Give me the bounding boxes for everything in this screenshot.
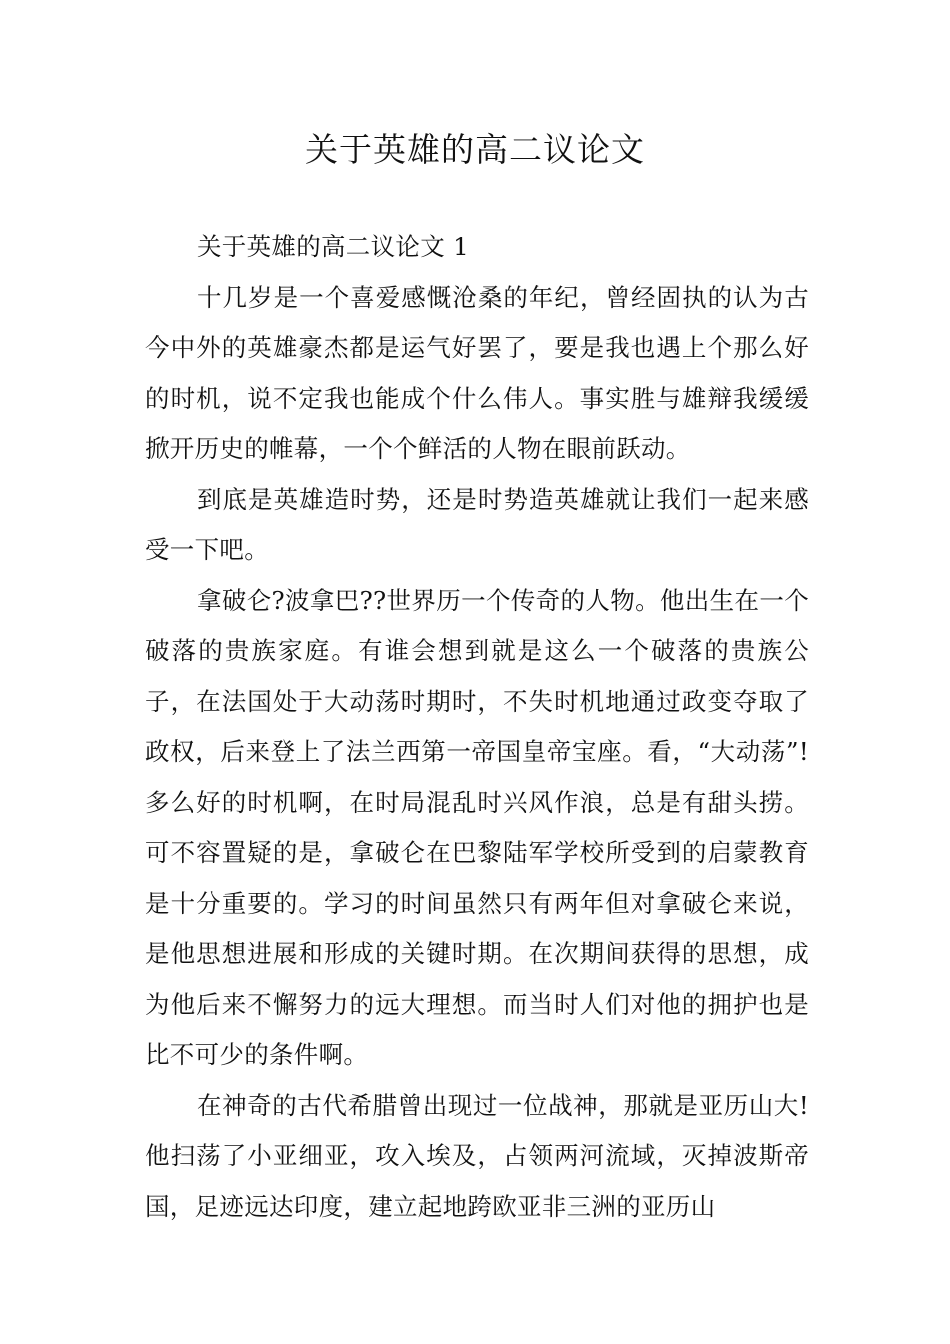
paragraph: 到底是英雄造时势，还是时势造英雄就让我们一起来感受一下吧。 <box>145 484 809 564</box>
section-heading: 关于英雄的高二议论文 1 <box>197 232 469 261</box>
document-body <box>145 222 809 1232</box>
paragraph: 在神奇的古代希腊曾出现过一位战神，那就是亚历山大!他扫荡了小亚细亚，攻入埃及，占领两河流域，灭掉波斯帝国，足迹远达印度，建立起地跨欧亚非三洲的亚历山 <box>145 1090 809 1221</box>
document-title: 关于英雄的高二议论文 <box>305 130 645 169</box>
paragraph: 十几岁是一个喜爱感慨沧桑的年纪，曾经固执的认为古今中外的英雄豪杰都是运气好罢了，要是我也遇上个那么好的时机，说不定我也能成个什么伟人。事实胜与雄辩我缓缓掀开历史的帷幕，一个个鲜活的人物在眼前跃动。 <box>145 282 809 463</box>
paragraph: 拿破仑?波拿巴??世界历一个传奇的人物。他出生在一个破落的贵族家庭。有谁会想到就是这么一个破落的贵族公子，在法国处于大动荡时期时，不失时机地通过政变夺取了政权，后来登上了法兰西第一帝国皇帝宝座。看，“大动荡”!多么好的时机啊，在时局混乱时兴风作浪，总是有甜头捞。可不容置疑的是，拿破仑在巴黎陆军学校所受到的启蒙教育是十分重要的。学习的时间虽然只有两年但对拿破仑来说，是他思想进展和形成的关键时期。在次期间获得的思想，成为他后来不懈努力的远大理想。而当时人们对他的拥护也是比不可少的条件啊。 <box>145 585 809 1069</box>
